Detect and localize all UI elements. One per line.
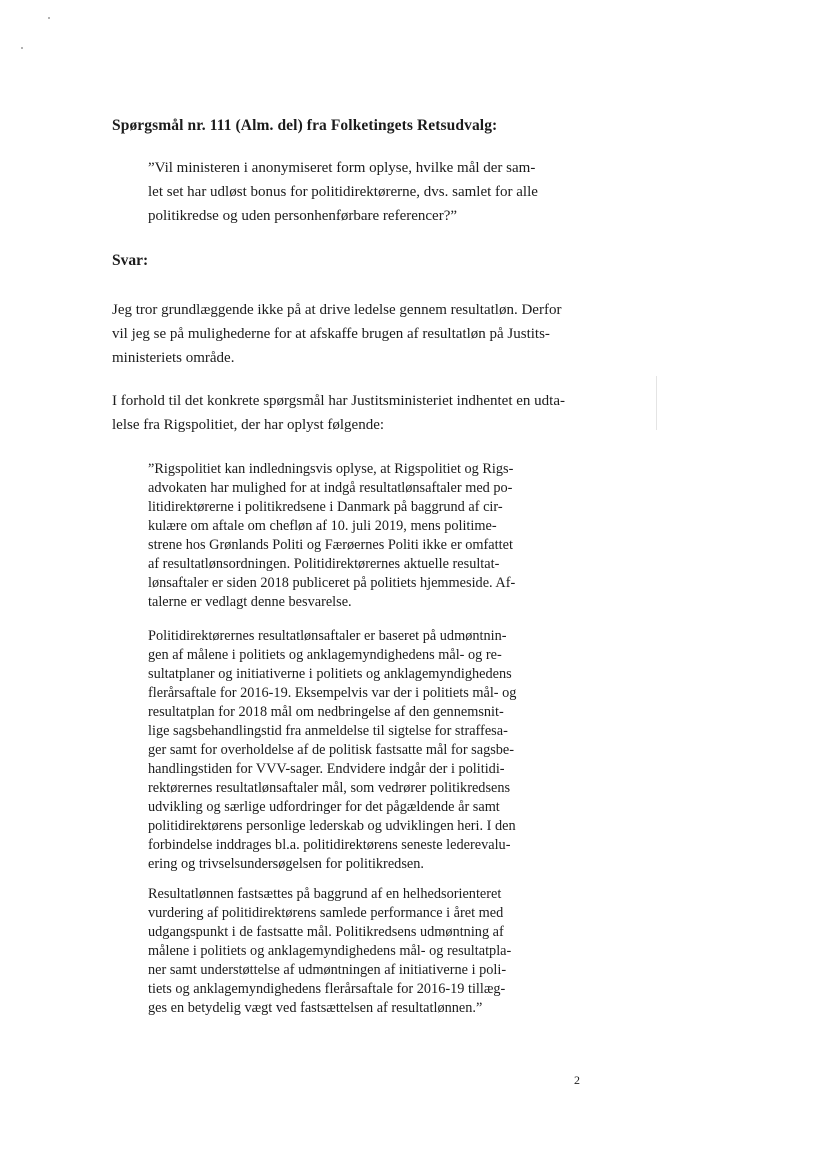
text-line: resultatplan for 2018 mål om nedbringelse af den gennemsnit- (148, 704, 504, 720)
text-line: I forhold til det konkrete spørgsmål har Justitsministeriet indhentet en udta- (112, 393, 565, 409)
text-line: gen af målene i politiets og anklagemyndighedens mål- og re- (148, 647, 502, 663)
text-line: politikredse og uden personhenførbare referencer?” (148, 208, 458, 224)
text-line: ger samt for overholdelse af de politisk fastsatte mål for sagsbe- (148, 742, 515, 758)
text-line: lige sagsbehandlingstid fra anmeldelse til sigtelse for straffesa- (148, 723, 508, 739)
text-line: sultatplaner og initiativerne i politiets og anklagemyndighedens (148, 666, 512, 682)
text-line: Resultatlønnen fastsættes på baggrund af en helhedsorienteret (148, 886, 502, 902)
text-line: ”Rigspolitiet kan indledningsvis oplyse, at Rigspolitiet og Rigs- (148, 461, 514, 477)
text-line: tiets og anklagemyndighedens flerårsaftale for 2016-19 tillæg- (148, 981, 506, 997)
text-line: litidirektørerne i politikredsene i Danmark på baggrund af cir- (148, 499, 503, 515)
text-line: lelse fra Rigspolitiet, der har oplyst følgende: (112, 417, 385, 433)
text-line: let set har udløst bonus for politidirektørerne, dvs. samlet for alle (148, 184, 538, 200)
text-line: forbindelse inddrages bl.a. politidirektørens seneste lederevalu- (148, 837, 511, 853)
text-line: lønsaftaler er siden 2018 publiceret på politiets hjemmeside. Af- (148, 575, 516, 591)
text-line: ner samt understøttelse af udmøntningen af initiativerne i poli- (148, 962, 507, 978)
answer-paragraph-2 (112, 389, 612, 437)
text-line: handlingstiden for VVV-sager. Endvidere indgår der i politidi- (148, 761, 505, 777)
answer-heading: Svar: (112, 252, 149, 269)
scan-speck (21, 47, 23, 49)
answer-paragraph-1 (112, 298, 612, 370)
cited-paragraph-2 (148, 627, 566, 874)
text-line: strene hos Grønlands Politi og Færøernes Politi ikke er omfattet (148, 537, 513, 553)
text-line: kulære om aftale om chefløn af 10. juli 2019, mens politime- (148, 518, 497, 534)
text-line: ges en betydelig vægt ved fastsættelsen af resultatlønnen.” (148, 1000, 483, 1016)
text-line: ministeriets område. (112, 350, 235, 366)
text-line: politidirektørens personlige lederskab og udviklingen heri. I den (148, 818, 516, 834)
cited-paragraph-3 (148, 885, 566, 1018)
text-line: vil jeg se på mulighederne for at afskaffe brugen af resultatløn på Justits- (112, 326, 550, 342)
text-line: talerne er vedlagt denne besvarelse. (148, 594, 352, 610)
question-heading: Spørgsmål nr. 111 (Alm. del) fra Folketingets Retsudvalg: (112, 117, 498, 134)
text-line: målene i politiets og anklagemyndighedens mål- og resultatpla- (148, 943, 512, 959)
cited-paragraph-1 (148, 460, 566, 612)
text-line: rektørernes resultatlønsaftaler mål, som vedrører politikredsens (148, 780, 511, 796)
text-line: af resultatlønsordningen. Politidirektørernes aktuelle resultat- (148, 556, 500, 572)
scan-mark (656, 376, 657, 430)
text-line: udvikling og særlige udfordringer for det pågældende år samt (148, 799, 500, 815)
text-line: ”Vil ministeren i anonymiseret form oplyse, hvilke mål der sam- (148, 160, 536, 176)
text-line: ering og trivselsundersøgelsen for politikredsen. (148, 856, 424, 872)
text-line: udgangspunkt i de fastsatte mål. Politikredsens udmøntning af (148, 924, 504, 940)
question-quote (148, 156, 568, 228)
text-line: flerårsaftale for 2016-19. Eksempelvis var der i politiets mål- og (148, 685, 517, 701)
page-number: 2 (574, 1073, 580, 1087)
text-line: vurdering af politidirektørens samlede performance i året med (148, 905, 504, 921)
text-line: Jeg tror grundlæggende ikke på at drive ledelse gennem resultatløn. Derfor (112, 302, 562, 318)
scan-speck (48, 17, 50, 19)
text-line: advokaten har mulighed for at indgå resultatlønsaftaler med po- (148, 480, 513, 496)
text-line: Politidirektørernes resultatlønsaftaler er baseret på udmøntnin- (148, 628, 507, 644)
